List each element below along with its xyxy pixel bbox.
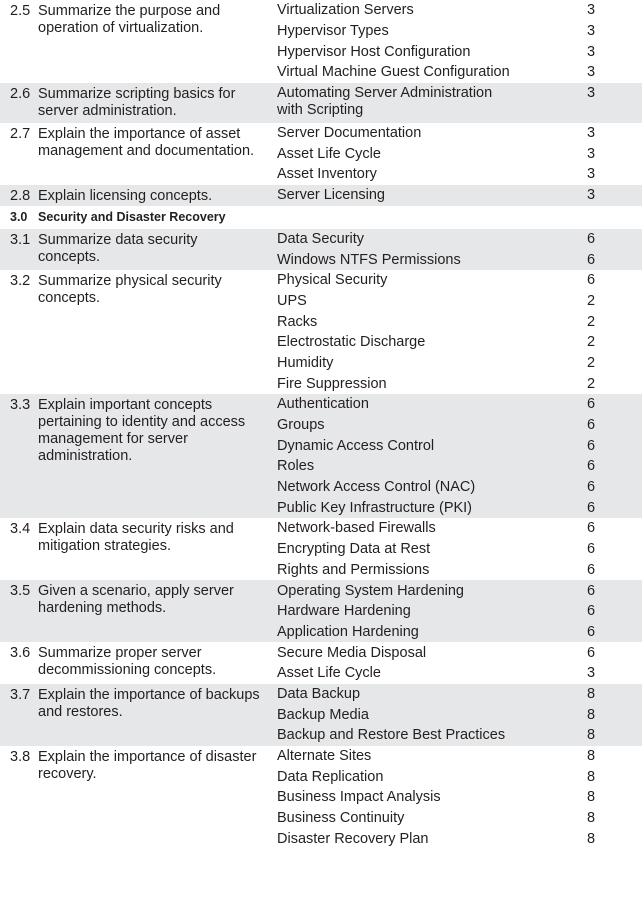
topic-name: Operating System Hardening — [277, 582, 464, 599]
objective-number: 3.6 — [10, 645, 31, 662]
topics-cell — [266, 123, 642, 185]
chapter-number: 3 — [587, 84, 596, 101]
topics-cell — [266, 642, 642, 683]
objective-number: 3.8 — [10, 748, 31, 765]
topic-item — [266, 0, 642, 21]
objective-text: Explain the importance of asset management and documentation. — [38, 125, 255, 159]
topic-item — [266, 21, 642, 42]
topic-name: UPS — [277, 292, 307, 309]
topic-name: Data Replication — [277, 768, 384, 785]
topic-name: Authentication — [277, 396, 369, 413]
topic-item — [266, 249, 642, 270]
topic-item — [266, 497, 642, 518]
topic-name: Fire Suppression — [277, 375, 387, 392]
objective-number: 3.2 — [10, 272, 31, 289]
topic-name: Racks — [277, 313, 318, 330]
topic-item — [266, 164, 642, 185]
topic-item — [266, 622, 642, 643]
objective-text: Explain data security risks and mitigation strategies. — [38, 521, 234, 555]
objective-number: 3.1 — [10, 231, 31, 248]
topics-cell — [266, 270, 642, 394]
topic-name: Dynamic Access Control — [277, 437, 435, 454]
topics-cell — [266, 580, 642, 642]
chapter-number: 6 — [587, 272, 596, 289]
topics-cell — [266, 229, 642, 270]
topic-item — [266, 477, 642, 498]
chapter-number: 6 — [587, 561, 596, 578]
chapter-number: 6 — [587, 251, 596, 268]
chapter-number: 3 — [587, 64, 596, 81]
chapter-number: 3 — [587, 2, 596, 19]
topic-name: Server Documentation — [277, 125, 422, 142]
topic-item — [266, 746, 642, 767]
objective-number: 2.6 — [10, 85, 31, 102]
objective-number: 2.8 — [10, 187, 31, 204]
topic-name: Asset Life Cycle — [277, 665, 381, 682]
objective-text: Explain important concepts pertaining to identity and access management for server administration. — [38, 397, 246, 464]
topic-name: Virtualization Servers — [277, 2, 414, 19]
objective-cell — [0, 83, 266, 123]
section-header — [0, 206, 642, 229]
chapter-number: 6 — [587, 520, 596, 537]
topic-name: Data Security — [277, 230, 365, 247]
chapter-number: 8 — [587, 727, 596, 744]
topic-item — [266, 270, 642, 291]
objective-row — [0, 270, 642, 394]
objective-text: Summarize the purpose and operation of virtualization. — [38, 3, 221, 36]
topic-item — [266, 311, 642, 332]
topic-item — [266, 704, 642, 725]
topic-item — [266, 143, 642, 164]
topic-item — [266, 456, 642, 477]
topic-item — [266, 808, 642, 829]
objective-cell — [0, 642, 266, 683]
objective-cell — [0, 0, 266, 83]
objective-cell — [0, 518, 266, 580]
topic-item — [266, 787, 642, 808]
chapter-number: 6 — [587, 582, 596, 599]
topic-name: Server Licensing — [277, 187, 385, 204]
objective-row — [0, 580, 642, 642]
topic-item — [266, 185, 642, 206]
topic-item — [266, 725, 642, 746]
topics-cell — [266, 185, 642, 206]
chapter-number: 6 — [587, 603, 596, 620]
chapter-number: 3 — [587, 187, 596, 204]
chapter-number: 6 — [587, 623, 596, 640]
topics-cell — [266, 0, 642, 83]
objective-number: 3.4 — [10, 521, 31, 538]
objective-text: Explain the importance of backups and restores. — [38, 686, 260, 720]
topic-item — [266, 415, 642, 436]
chapter-number: 2 — [587, 292, 596, 309]
objective-cell — [0, 746, 266, 849]
section-number: 3.0 — [10, 210, 28, 224]
objective-row — [0, 518, 642, 580]
objective-number: 2.7 — [10, 125, 31, 142]
chapter-number: 8 — [587, 685, 596, 702]
topic-name: Business Impact Analysis — [277, 789, 441, 806]
chapter-number: 6 — [587, 458, 596, 475]
objective-row — [0, 642, 642, 683]
topic-item — [266, 353, 642, 374]
topic-item — [266, 373, 642, 394]
topic-name: Roles — [277, 458, 315, 475]
objective-cell — [0, 123, 266, 185]
topics-cell — [266, 394, 642, 518]
chapter-number: 8 — [587, 706, 596, 723]
topic-name: Automating Server Administration with Scripting — [277, 84, 493, 118]
topic-name: Hardware Hardening — [277, 603, 411, 620]
topic-name: Alternate Sites — [277, 748, 372, 765]
objective-row — [0, 83, 642, 123]
objective-row — [0, 123, 642, 185]
objective-number: 2.5 — [10, 3, 31, 19]
topic-item — [266, 291, 642, 312]
objective-row — [0, 0, 642, 83]
section-title: Security and Disaster Recovery — [38, 210, 226, 224]
objective-row — [0, 746, 642, 849]
chapter-number: 6 — [587, 479, 596, 496]
topic-name: Secure Media Disposal — [277, 644, 427, 661]
objective-cell — [0, 684, 266, 746]
topic-name: Business Continuity — [277, 810, 405, 827]
topic-name: Rights and Permissions — [277, 561, 430, 578]
objective-row — [0, 684, 642, 746]
topic-item — [266, 539, 642, 560]
chapter-number: 2 — [587, 375, 596, 392]
topic-name: Windows NTFS Permissions — [277, 251, 461, 268]
chapter-number: 8 — [587, 810, 596, 827]
topic-item — [266, 394, 642, 415]
objective-cell — [0, 185, 266, 206]
topic-item — [266, 766, 642, 787]
chapter-number: 8 — [587, 748, 596, 765]
objective-number: 3.7 — [10, 686, 31, 703]
topic-name: Network Access Control (NAC) — [277, 479, 476, 496]
topic-item — [266, 41, 642, 62]
objective-cell — [0, 394, 266, 518]
chapter-number: 6 — [587, 644, 596, 661]
chapter-number: 3 — [587, 665, 596, 682]
topic-item — [266, 229, 642, 250]
objective-text: Summarize proper server decommissioning concepts. — [38, 645, 217, 679]
topic-item — [266, 62, 642, 83]
topic-item — [266, 642, 642, 663]
topic-name: Data Backup — [277, 685, 361, 702]
topic-item — [266, 560, 642, 581]
topic-name: Humidity — [277, 354, 334, 371]
topic-item — [266, 123, 642, 144]
topic-item — [266, 601, 642, 622]
chapter-number: 6 — [587, 541, 596, 558]
chapter-number: 8 — [587, 789, 596, 806]
objective-text: Explain the importance of disaster recovery. — [38, 748, 257, 782]
objective-row — [0, 185, 642, 206]
topic-item — [266, 580, 642, 601]
topics-cell — [266, 684, 642, 746]
chapter-number: 8 — [587, 768, 596, 785]
objective-text: Given a scenario, apply server hardening methods. — [38, 583, 234, 617]
objective-cell — [0, 270, 266, 394]
topic-name: Hypervisor Host Configuration — [277, 43, 471, 60]
objective-cell — [0, 580, 266, 642]
chapter-number: 3 — [587, 145, 596, 162]
topics-cell — [266, 746, 642, 849]
chapter-number: 6 — [587, 499, 596, 516]
chapter-number: 8 — [587, 830, 596, 847]
topic-name: Public Key Infrastructure (PKI) — [277, 499, 473, 516]
objective-row — [0, 229, 642, 270]
chapter-number: 6 — [587, 396, 596, 413]
topic-item — [266, 435, 642, 456]
topic-name: Application Hardening — [277, 623, 419, 640]
chapter-number: 6 — [587, 417, 596, 434]
objective-row — [0, 394, 642, 518]
chapter-number: 2 — [587, 313, 596, 330]
chapter-number: 6 — [587, 230, 596, 247]
topic-name: Hypervisor Types — [277, 23, 389, 40]
chapter-number: 2 — [587, 354, 596, 371]
topic-item — [266, 684, 642, 705]
topics-cell — [266, 83, 642, 123]
chapter-number: 3 — [587, 125, 596, 142]
objective-cell — [0, 229, 266, 270]
topic-name: Asset Inventory — [277, 166, 377, 183]
objective-number: 3.5 — [10, 583, 31, 600]
topic-name: Backup Media — [277, 706, 369, 723]
chapter-number: 6 — [587, 437, 596, 454]
topic-item — [266, 518, 642, 539]
topic-name: Groups — [277, 417, 325, 434]
objective-text: Explain licensing concepts. — [38, 187, 213, 204]
topic-item — [266, 828, 642, 849]
topic-name: Virtual Machine Guest Configuration — [277, 64, 510, 81]
topic-item — [266, 332, 642, 353]
topic-name: Physical Security — [277, 272, 388, 289]
topic-name: Network-based Firewalls — [277, 520, 436, 537]
objective-text: Summarize physical security concepts. — [38, 272, 222, 306]
chapter-number: 3 — [587, 166, 596, 183]
topic-name: Backup and Restore Best Practices — [277, 727, 506, 744]
objective-number: 3.3 — [10, 397, 31, 413]
objective-text: Summarize scripting basics for server administration. — [38, 85, 236, 119]
topic-item — [266, 83, 642, 123]
objective-text: Summarize data security concepts. — [38, 231, 198, 265]
topics-cell — [266, 518, 642, 580]
chapter-number: 2 — [587, 334, 596, 351]
topic-name: Disaster Recovery Plan — [277, 830, 429, 847]
topic-item — [266, 663, 642, 684]
chapter-number: 3 — [587, 23, 596, 40]
topic-name: Encrypting Data at Rest — [277, 541, 431, 558]
topic-name: Asset Life Cycle — [277, 145, 381, 162]
topic-name: Electrostatic Discharge — [277, 334, 426, 351]
chapter-number: 3 — [587, 43, 596, 60]
